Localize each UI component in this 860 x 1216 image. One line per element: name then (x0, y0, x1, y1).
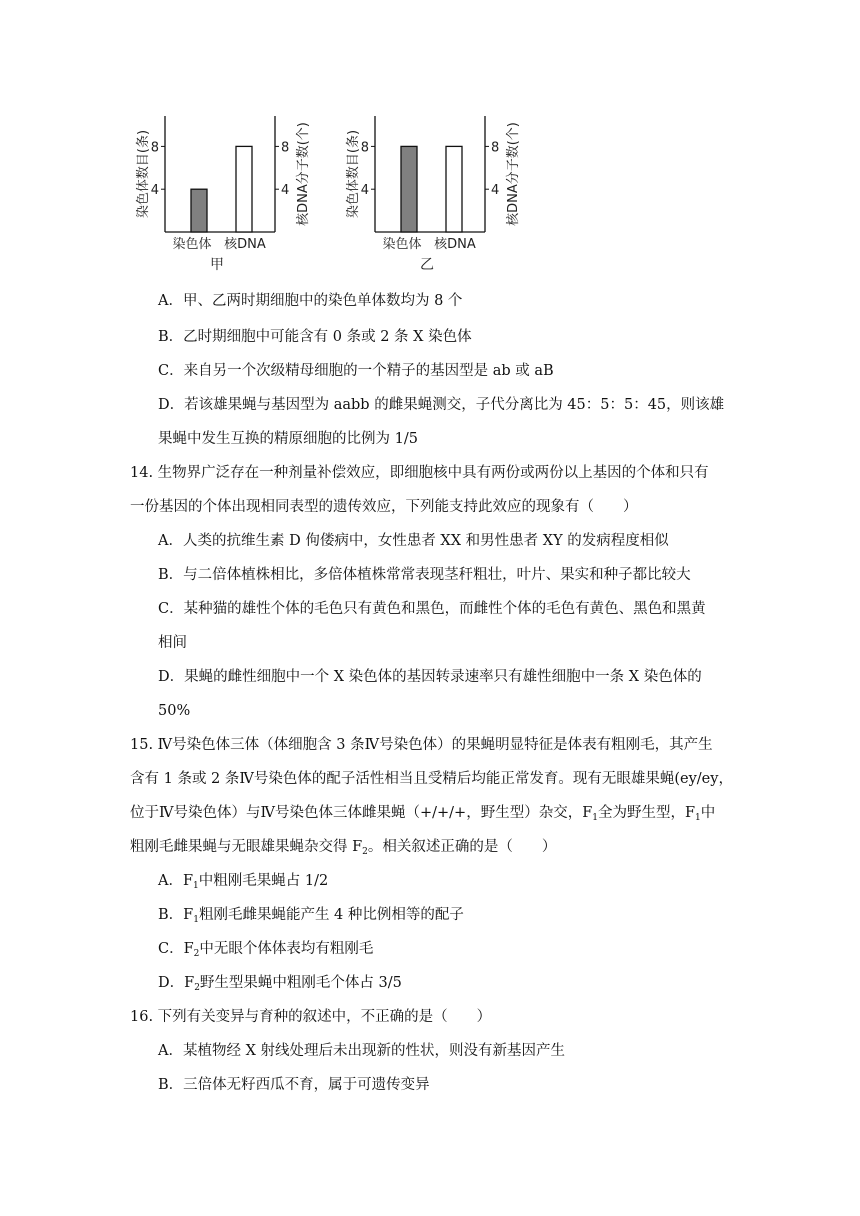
right-tick-label-1-1: 8 (491, 140, 500, 156)
q15-option-b: B．$F_1$粗刚毛雌果蝇能产生 4 种比例相等的配子 (158, 907, 464, 925)
chart-title-1: 乙 (420, 257, 434, 273)
chart-svg (125, 112, 545, 277)
chart-title-0: 甲 (210, 257, 224, 273)
right-tick-label-0-0: 4 (281, 183, 290, 199)
q14-option-c-line2: 相间 (158, 635, 187, 651)
left-tick-label-1-0: 4 (360, 183, 369, 199)
q13-option-d-line1: D．若该雄果蝇与基因型为 aabb 的雌果蝇测交，子代分离比为 45：5：5：45，则该雄 (158, 397, 725, 413)
q16-option-b: B．三倍体无籽西瓜不育，属于可遗传变异 (158, 1077, 430, 1093)
q15-option-a: A．$F_1$中粗刚毛果蝇占 1/2 (158, 873, 329, 891)
left-axis-label-1: 染色体数目(条) (346, 129, 361, 219)
bar-1-1 (446, 146, 462, 232)
q14-option-d-line1: D．果蝇的雌性细胞中一个 X 染色体的基因转录速率只有雄性细胞中一条 X 染色体的 (158, 669, 702, 685)
right-axis-label-1: 核DNA分子数(个) (506, 122, 521, 226)
left-tick-label-0-0: 4 (150, 183, 159, 199)
q16-option-a: A．某植物经 X 射线处理后未出现新的性状，则没有新基因产生 (158, 1043, 566, 1059)
category-label-0-1: 核DNA (224, 237, 266, 252)
bar-0-1 (236, 146, 252, 232)
bar-0-0 (191, 189, 207, 232)
left-tick-label-0-1: 8 (150, 140, 159, 156)
left-tick-label-1-1: 8 (360, 140, 369, 156)
q13-option-d-line2: 果蝇中发生互换的精原细胞的比例为 1/5 (158, 431, 418, 447)
q16-stem: 16. 下列有关变异与育种的叙述中，不正确的是（ ） (130, 1009, 492, 1025)
q15-stem-line3: 位于Ⅳ号染色体）与Ⅳ号染色体三体雌果蝇（+/+/+，野生型）杂交，$F_1$全为野生型，$F_1$中 (130, 805, 716, 823)
category-label-1-1: 核DNA (434, 237, 476, 252)
category-label-0-0: 染色体 (172, 237, 212, 252)
bar-charts-figure (125, 112, 545, 277)
bar-1-0 (401, 146, 417, 232)
category-label-1-0: 染色体 (382, 237, 422, 252)
q14-option-c-line1: C．某种猫的雄性个体的毛色只有黄色和黑色，而雌性个体的毛色有黄色、黑色和黑黄 (158, 601, 706, 617)
q14-option-d-line2: 50% (158, 703, 191, 719)
q15-option-d: D．$F_2$野生型果蝇中粗刚毛个体占 3/5 (158, 975, 402, 993)
right-tick-label-1-0: 4 (491, 183, 500, 199)
q13-option-b: B．乙时期细胞中可能含有 0 条或 2 条 X 染色体 (158, 329, 472, 345)
q14-option-b: B．与二倍体植株相比，多倍体植株常常表现茎秆粗壮，叶片、果实和种子都比较大 (158, 567, 691, 583)
q15-stem-line1: 15. Ⅳ号染色体三体（体细胞含 3 条Ⅳ号染色体）的果蝇明显特征是体表有粗刚毛，其产生 (130, 737, 713, 753)
q15-stem-line2: 含有 1 条或 2 条Ⅳ号染色体的配子活性相当且受精后均能正常发育。现有无眼雄果蝇(ey/ey， (130, 771, 733, 787)
left-axis-label-0: 染色体数目(条) (136, 129, 151, 219)
q15-stem-line4: 粗刚毛雌果蝇与无眼雄果蝇杂交得 $F_2$。相关叙述正确的是（ ） (130, 839, 557, 857)
q13-option-a: A．甲、乙两时期细胞中的染色单体数均为 8 个 (158, 293, 463, 309)
q14-option-a: A．人类的抗维生素 D 佝偻病中，女性患者 XX 和男性患者 XY 的发病程度相似 (158, 533, 669, 549)
right-tick-label-0-1: 8 (281, 140, 290, 156)
q15-option-c: C．$F_2$中无眼个体体表均有粗刚毛 (158, 941, 374, 959)
q13-option-c: C．来自另一个次级精母细胞的一个精子的基因型是 ab 或 aB (158, 363, 554, 379)
q14-stem-line1: 14. 生物界广泛存在一种剂量补偿效应，即细胞核中具有两份或两份以上基因的个体和只有 (130, 465, 709, 481)
right-axis-label-0: 核DNA分子数(个) (296, 122, 311, 226)
q14-stem-line2: 一份基因的个体出现相同表型的遗传效应，下列能支持此效应的现象有（ ） (130, 499, 638, 515)
